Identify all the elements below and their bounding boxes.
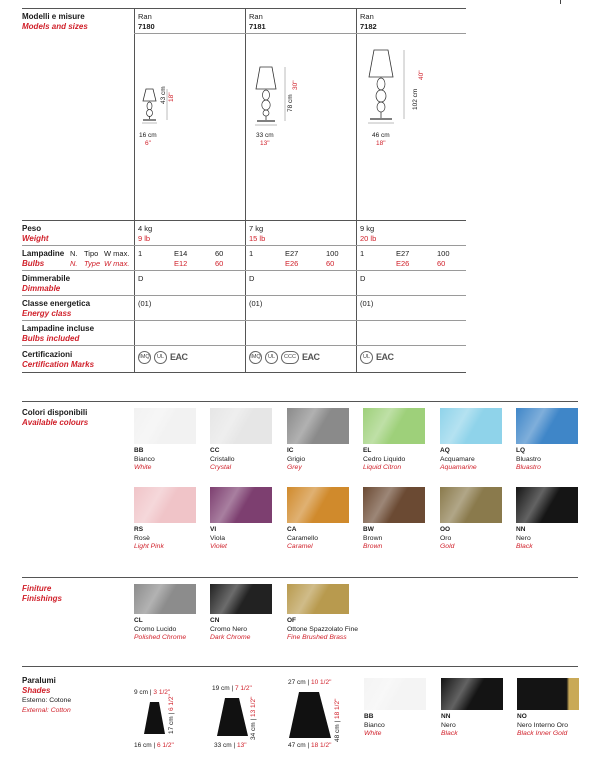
swatch-caption — [287, 617, 359, 643]
imq-cert-icon: IMQ — [138, 351, 151, 364]
imq-cert-icon: IMQ — [249, 351, 262, 364]
energy-7182: (01) — [360, 299, 374, 308]
shades-rule — [22, 666, 578, 667]
swatch-name: Cedro Liquido — [363, 455, 406, 463]
model-header-7182 — [360, 12, 377, 31]
finishes-header: Finiture Finishings — [22, 584, 62, 603]
lamp-7182-width: 46 cm 18" — [372, 132, 390, 147]
swatch-of — [287, 584, 349, 614]
swatch-name-en: Grey — [287, 464, 302, 472]
swatch-name: Rosè — [134, 534, 150, 542]
swatch-caption — [517, 713, 589, 739]
swatch-name: Cristallo — [210, 455, 235, 463]
swatch-name: Ottone Spazzolato Fine — [287, 625, 359, 633]
lamp-7181-drawing — [252, 62, 292, 132]
bulbs-7181-type: E27 E26 — [285, 249, 299, 268]
row-dimmable-label: Dimmerabile Dimmable — [22, 274, 71, 293]
swatch-code: IC — [287, 447, 294, 454]
row-rule-energy — [22, 295, 466, 296]
bulbs-7181-n: 1 — [249, 249, 254, 258]
weight-7180: 4 kg 9 lb — [138, 224, 153, 243]
swatch-name-en: Violet — [210, 543, 227, 551]
col-divider-3 — [356, 8, 357, 372]
ccc-cert-icon: CCC — [281, 351, 299, 364]
swatch-no — [517, 678, 579, 710]
row-rule-dimm — [22, 270, 466, 271]
model-code: 7182 — [360, 21, 377, 31]
eac-cert-icon: EAC — [170, 352, 188, 362]
shade-1-bottom: 16 cm | 6 1/2" — [134, 742, 174, 749]
weight-7181: 7 kg 15 lb — [249, 224, 266, 243]
row-rule-weight — [22, 220, 466, 221]
model-name: Ran — [138, 12, 152, 21]
swatch-name: Viola — [210, 534, 225, 542]
swatch-code: CN — [210, 617, 220, 624]
energy-7180: (01) — [138, 299, 152, 308]
swatch-lq — [516, 408, 578, 444]
swatch-code: BW — [363, 526, 374, 533]
row-rule-incl — [22, 320, 466, 321]
dimmable-7180: D — [138, 274, 144, 283]
shade-2-bottom: 33 cm | 13" — [214, 742, 247, 749]
swatch-code: NN — [441, 713, 451, 720]
swatch-name-en: White — [134, 464, 152, 472]
swatch-caption — [441, 713, 513, 739]
swatch-caption — [134, 447, 206, 473]
swatch-name-en: Bluastro — [516, 464, 541, 472]
table-top-rule — [22, 8, 466, 9]
row-rule-cert — [22, 345, 466, 346]
row-energy-label: Classe energetica Energy class — [22, 299, 91, 318]
shade-2-height: 34 cm | 13 1/2" — [250, 696, 257, 740]
ul-cert-icon: UL — [360, 351, 373, 364]
bulbs-type-header: Tipo Type — [84, 249, 101, 268]
swatch-caption — [134, 617, 206, 643]
swatch-name: Bianco — [364, 721, 385, 729]
eac-cert-icon: EAC — [302, 352, 320, 362]
model-name: Ran — [360, 12, 374, 21]
swatch-aq — [440, 408, 502, 444]
swatch-name-en: Black — [516, 543, 533, 551]
swatch-caption — [210, 447, 282, 473]
swatch-nn — [441, 678, 503, 710]
swatch-code: BB — [364, 713, 374, 720]
swatch-name: Brown — [363, 534, 383, 542]
colours-rule — [22, 401, 578, 402]
swatch-name: Bluastro — [516, 455, 541, 463]
swatch-oo — [440, 487, 502, 523]
swatch-caption — [516, 447, 588, 473]
swatch-caption — [210, 617, 282, 643]
swatch-caption — [134, 526, 206, 552]
swatch-name-en: Aquamarine — [440, 464, 477, 472]
lamp-7180-width: 16 cm 6" — [139, 132, 157, 147]
row-weight-label: Peso Weight — [22, 224, 49, 243]
swatch-name-en: Dark Chrome — [210, 634, 251, 642]
swatch-code: RS — [134, 526, 144, 533]
swatch-cl — [134, 584, 196, 614]
row-cert-label: Certificazioni Certification Marks — [22, 350, 95, 369]
swatch-code: VI — [210, 526, 217, 533]
col-divider-2 — [245, 8, 246, 372]
model-header-7180 — [138, 12, 155, 31]
swatch-caption — [210, 526, 282, 552]
swatch-ic — [287, 408, 349, 444]
swatch-code: OO — [440, 526, 451, 533]
models-header — [22, 12, 88, 31]
swatch-code: NO — [517, 713, 527, 720]
row-bulbs-label: Lampadine Bulbs — [22, 249, 65, 268]
swatch-name: Acquamare — [440, 455, 475, 463]
swatch-name-en: Gold — [440, 543, 455, 551]
swatch-code: LQ — [516, 447, 526, 454]
swatch-name: Nero — [441, 721, 456, 729]
weight-7182: 9 kg 20 lb — [360, 224, 377, 243]
model-header-rule — [134, 33, 466, 34]
colours-header: Colori disponibili Available colours — [22, 408, 89, 427]
swatch-name-en: Liquid Citron — [363, 464, 402, 472]
swatch-el — [363, 408, 425, 444]
models-title-en: Models and sizes — [22, 21, 88, 31]
row-rule-bulbs — [22, 245, 466, 246]
shade-2-drawing — [215, 696, 251, 740]
model-code: 7180 — [138, 21, 155, 31]
swatch-name-en: Light Pink — [134, 543, 164, 551]
swatch-caption — [440, 447, 512, 473]
shade-3-bottom: 47 cm | 18 1/2" — [288, 742, 332, 749]
swatch-code: OF — [287, 617, 297, 624]
swatch-code: NN — [516, 526, 526, 533]
swatch-caption — [287, 447, 359, 473]
shade-3-height: 48 cm | 18 1/2" — [334, 698, 341, 742]
model-name: Ran — [249, 12, 263, 21]
bulbs-7182-type: E27 E26 — [396, 249, 410, 268]
swatch-cc — [210, 408, 272, 444]
swatch-code: CC — [210, 447, 220, 454]
swatch-name: Bianco — [134, 455, 155, 463]
swatch-caption — [516, 526, 588, 552]
swatch-code: BB — [134, 447, 144, 454]
swatch-bw — [363, 487, 425, 523]
bulbs-7182-n: 1 — [360, 249, 365, 258]
swatch-name-en: Polished Chrome — [134, 634, 187, 642]
swatch-caption — [363, 526, 435, 552]
dimmable-7182: D — [360, 274, 366, 283]
swatch-name: Nero — [516, 534, 531, 542]
bulbs-7180-watt: 60 60 — [215, 249, 224, 268]
swatch-name: Cromo Nero — [210, 625, 248, 633]
bulbs-watt-header: W max. W max. — [104, 249, 130, 268]
swatch-name-en: Brown — [363, 543, 383, 551]
swatch-name-en: Caramel — [287, 543, 313, 551]
eac-cert-icon: EAC — [376, 352, 394, 362]
swatch-code: CL — [134, 617, 143, 624]
dimmable-7181: D — [249, 274, 255, 283]
swatch-name: Grigio — [287, 455, 306, 463]
swatch-name-en: White — [364, 730, 382, 738]
shade-2-top: 19 cm | 7 1/2" — [212, 685, 252, 692]
swatch-vi — [210, 487, 272, 523]
swatch-code: CA — [287, 526, 297, 533]
swatch-rs — [134, 487, 196, 523]
swatch-code: AQ — [440, 447, 450, 454]
lamp-7181-height-in: 30" — [292, 80, 299, 90]
swatch-caption — [364, 713, 436, 739]
swatch-caption — [287, 526, 359, 552]
lamp-7180-drawing — [136, 82, 176, 134]
bulbs-7180-type: E14 E12 — [174, 249, 188, 268]
shades-header: Paralumi Shades Esterno: Cotone External: Cotton — [22, 676, 72, 714]
lamp-7180-height: 43 cm — [160, 86, 167, 104]
shade-1-height: 17 cm | 6 1/2" — [168, 694, 175, 734]
bulbs-7180-n: 1 — [138, 249, 143, 258]
swatch-caption — [440, 526, 512, 552]
energy-7181: (01) — [249, 299, 263, 308]
lamp-7182-height: 102 cm — [412, 88, 419, 110]
lamp-7180-height-in: 18" — [168, 92, 175, 102]
swatch-name: Nero Interno Oro — [517, 721, 568, 729]
model-header-7181 — [249, 12, 266, 31]
lamp-7182-drawing — [362, 44, 410, 134]
bulbs-7181-watt: 100 60 — [326, 249, 339, 268]
shade-3-top: 27 cm | 10 1/2" — [288, 679, 332, 686]
swatch-name-en: Fine Brushed Brass — [287, 634, 347, 642]
bulbs-n-header: N. N. — [70, 249, 78, 268]
model-code: 7181 — [249, 21, 266, 31]
swatch-name: Oro — [440, 534, 452, 542]
ul-cert-icon: UL — [265, 351, 278, 364]
table-bottom-rule — [22, 372, 466, 373]
swatch-name-en: Black Inner Gold — [517, 730, 568, 738]
models-title-it: Modelli e misure — [22, 12, 85, 21]
finishes-rule — [22, 577, 578, 578]
shade-1-drawing — [142, 700, 168, 738]
lamp-7181-height: 78 cm — [287, 94, 294, 112]
row-included-label: Lampadine incluse Bulbs included — [22, 324, 95, 343]
shade-3-drawing — [287, 690, 333, 742]
ul-cert-icon: UL — [154, 351, 167, 364]
lamp-7182-height-in: 40" — [418, 70, 425, 80]
swatch-code: EL — [363, 447, 372, 454]
lamp-7181-width: 33 cm 13" — [256, 132, 274, 147]
crop-mark — [560, 0, 561, 4]
bulbs-7182-watt: 100 60 — [437, 249, 450, 268]
swatch-name-en: Crystal — [210, 464, 232, 472]
shade-1-top: 9 cm | 3 1/2" — [134, 689, 171, 696]
swatch-bb — [134, 408, 196, 444]
swatch-name: Caramello — [287, 534, 318, 542]
swatch-ca — [287, 487, 349, 523]
swatch-cn — [210, 584, 272, 614]
swatch-name: Cromo Lucido — [134, 625, 177, 633]
swatch-nn — [516, 487, 578, 523]
swatch-name-en: Black — [441, 730, 458, 738]
swatch-bb — [364, 678, 426, 710]
swatch-caption — [363, 447, 435, 473]
col-divider-1 — [134, 8, 135, 372]
